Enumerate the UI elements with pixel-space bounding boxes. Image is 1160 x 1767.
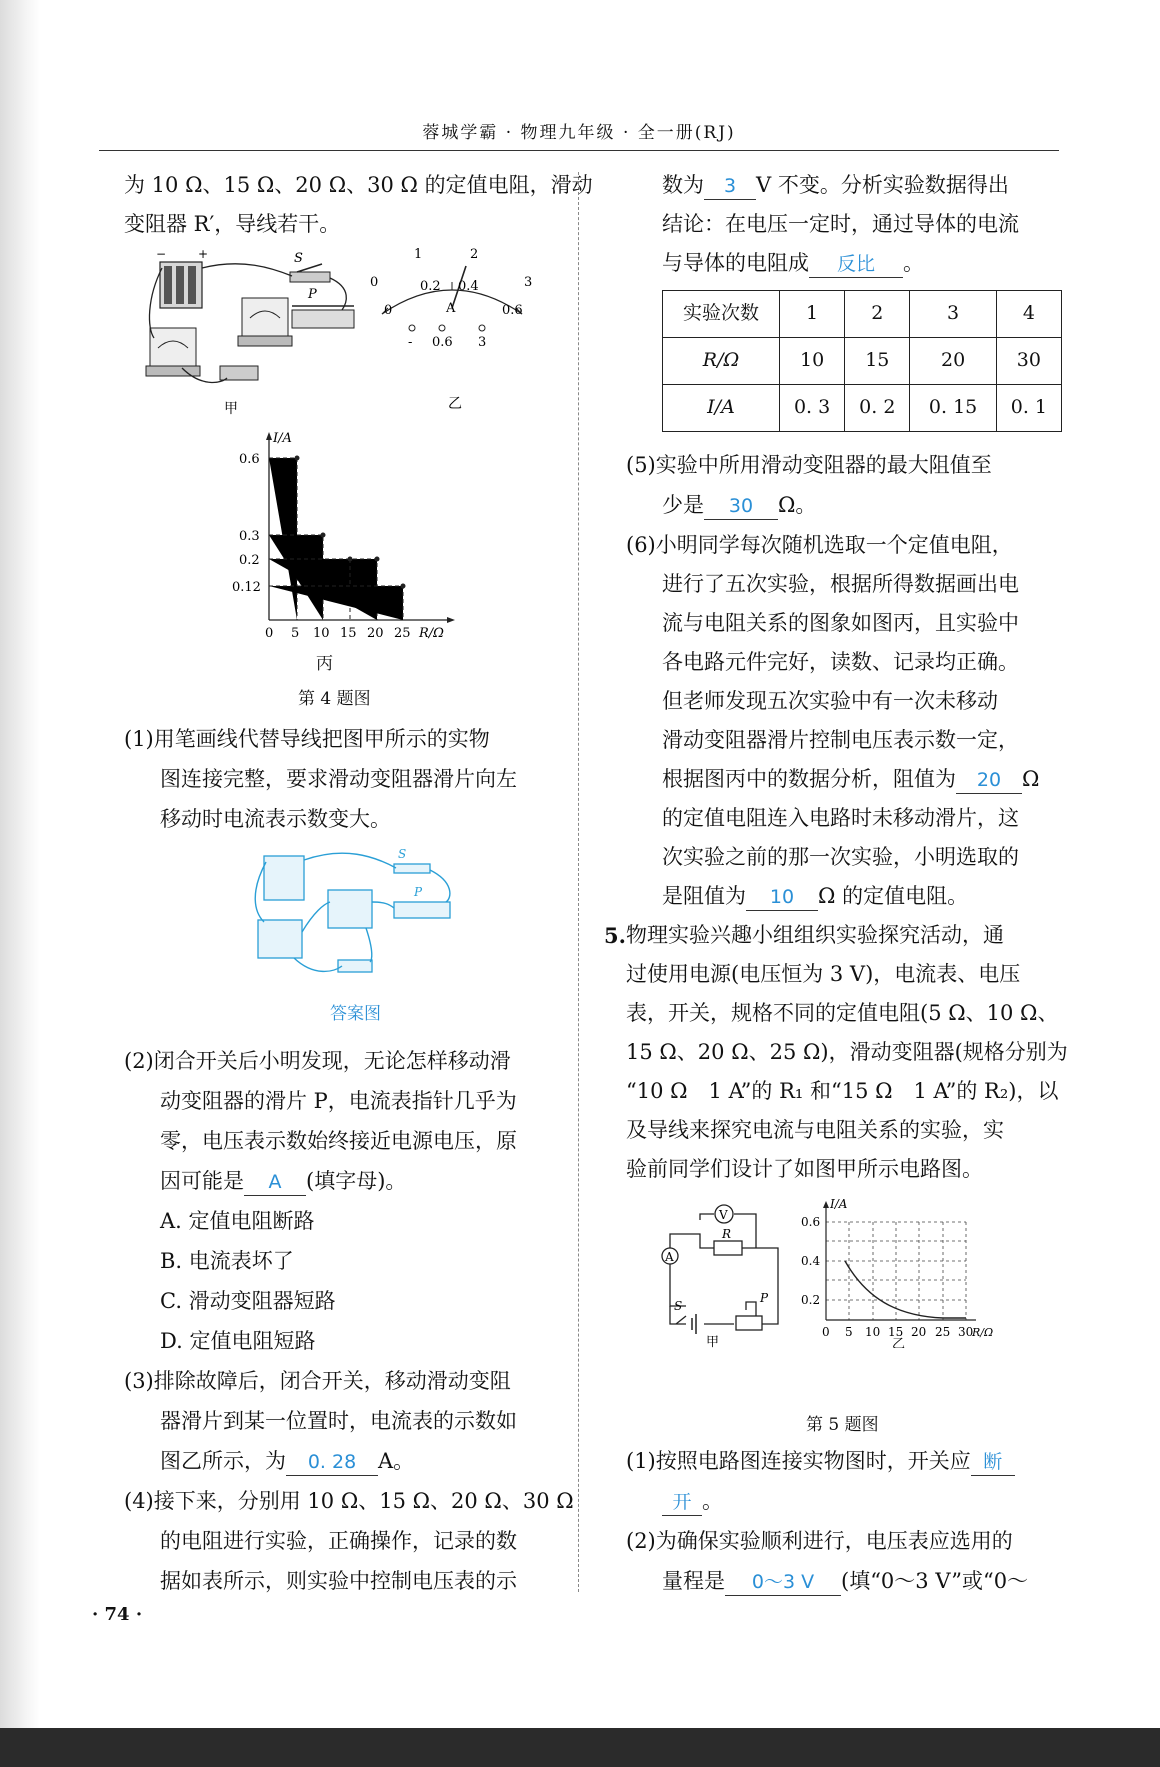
p5-line: 验前同学们设计了如图甲所示电路图。 bbox=[626, 1157, 983, 1181]
fig-jia-label: 甲 bbox=[224, 401, 238, 417]
option-c: C. 滑动变阻器短路 bbox=[160, 1289, 336, 1313]
p5-line: 表，开关，规格不同的定值电阻(5 Ω、10 Ω、 bbox=[626, 1001, 1059, 1025]
x-tick: 15 bbox=[340, 626, 357, 641]
ammeter-label: A bbox=[665, 1250, 674, 1264]
q6-line: 的定值电阻连入电路时未移动滑片，这 bbox=[662, 806, 1019, 830]
q6-line7 bbox=[662, 760, 1039, 800]
fig-bing-label: 丙 bbox=[316, 654, 333, 674]
dial-top-tick: 0 bbox=[370, 275, 379, 290]
table-cell: 2 bbox=[845, 291, 910, 338]
graph-x-label: R/Ω bbox=[419, 626, 444, 641]
table-cell: 3 bbox=[910, 291, 996, 338]
q6-line: 滑动变阻器滑片控制电压表示数一定， bbox=[662, 728, 1019, 752]
q6-line: 进行了五次实验，根据所得数据画出电 bbox=[662, 572, 1019, 596]
q5-tail-pre: 少是 bbox=[662, 493, 704, 517]
x-tick: 10 bbox=[313, 626, 330, 641]
answer-rheostat-icon bbox=[394, 902, 450, 918]
dial-bottom-tick: 0.6 bbox=[502, 303, 523, 318]
table-cell: 0. 15 bbox=[910, 385, 996, 432]
q6-line7-pre: 根据图丙中的数据分析，阻值为 bbox=[662, 767, 956, 791]
q1-line: 图连接完整，要求滑动变阻器滑片向左 bbox=[160, 767, 517, 791]
graph5-x-tick: 0 bbox=[822, 1325, 830, 1339]
voltmeter-label: V bbox=[719, 1208, 728, 1222]
dial-unit: A bbox=[446, 301, 456, 316]
intro-line: 为 10 Ω、15 Ω、20 Ω、30 Ω 的定值电阻，滑动 bbox=[124, 173, 593, 197]
option-b: B. 电流表坏了 bbox=[160, 1249, 294, 1273]
relation-answer-blank: 反比 bbox=[809, 251, 903, 278]
table-cell: 0. 3 bbox=[780, 385, 845, 432]
q6-line: 但老师发现五次实验中有一次未移动 bbox=[662, 689, 998, 713]
table-cell: 15 bbox=[845, 338, 910, 385]
x-tick: 5 bbox=[291, 626, 300, 641]
q2-tail-post: (填字母)。 bbox=[306, 1169, 407, 1193]
r-line1-post: V 不变。分析实验数据得出 bbox=[756, 173, 1009, 197]
y-tick: 0.12 bbox=[232, 580, 261, 595]
graph5-x-tick: 20 bbox=[911, 1325, 927, 1339]
previous-resistance-answer-blank: 10 bbox=[746, 884, 818, 911]
table-cell: 10 bbox=[780, 338, 845, 385]
dial-terminal: 0.6 bbox=[432, 335, 453, 350]
q2-tail bbox=[160, 1162, 406, 1202]
graph5-x-tick: 25 bbox=[935, 1325, 951, 1339]
q51-post: 。 bbox=[702, 1489, 723, 1513]
q51-pre: (1)按照电路图连接实物图时，开关应 bbox=[626, 1449, 971, 1473]
rheostat-answer-blank: 30 bbox=[704, 493, 778, 520]
table-row bbox=[663, 291, 1062, 338]
graph5-y-tick: 0.6 bbox=[801, 1215, 821, 1229]
q4-line: (4)接下来，分别用 10 Ω、15 Ω、20 Ω、30 Ω bbox=[124, 1489, 574, 1513]
table-cell: 实验次数 bbox=[663, 291, 780, 338]
voltage-answer-blank: 3 bbox=[704, 173, 756, 200]
q5-tail bbox=[662, 486, 816, 526]
q3-tail-post: A。 bbox=[378, 1449, 415, 1473]
bottom-bar bbox=[0, 1728, 1160, 1767]
q52-line: (2)为确保实验顺利进行，电压表应选用的 bbox=[626, 1529, 1013, 1553]
q4-line: 据如表所示，则实验中控制电压表的示 bbox=[160, 1569, 517, 1593]
graph5-x-tick: 15 bbox=[888, 1325, 904, 1339]
answer-battery-icon bbox=[264, 856, 304, 900]
resistance-answer-blank: 20 bbox=[956, 767, 1022, 794]
svg-text:S: S bbox=[398, 847, 407, 861]
dial-bottom-tick: 0 bbox=[384, 303, 393, 318]
circuit-diagram-5 bbox=[656, 1198, 786, 1348]
fig5-jia-label: 甲 bbox=[706, 1335, 720, 1348]
p5-line: 15 Ω、20 Ω、25 Ω)，滑动变阻器(规格分别为 bbox=[626, 1040, 1068, 1064]
graph5-y-tick: 0.4 bbox=[801, 1254, 821, 1268]
resistor-label: R bbox=[722, 1227, 732, 1241]
answer-voltmeter-icon bbox=[328, 890, 372, 928]
q6-line: (6)小明同学每次随机选取一个定值电阻， bbox=[626, 533, 1013, 557]
q1-line: 移动时电流表示数变大。 bbox=[160, 807, 391, 831]
q4-line: 的电阻进行实验，正确操作，记录的数 bbox=[160, 1529, 517, 1553]
switch-answer-blank-a: 断 bbox=[971, 1449, 1015, 1476]
option-a: A. 定值电阻断路 bbox=[160, 1209, 315, 1233]
table-cell: R/Ω bbox=[663, 338, 780, 385]
q6-line: 次实验之前的那一次实验，小明选取的 bbox=[662, 845, 1019, 869]
r-line3 bbox=[662, 244, 924, 284]
graph-y-label: I/A bbox=[273, 431, 292, 446]
dial-bottom-tick: 0.4 bbox=[458, 279, 479, 294]
graph-bing bbox=[229, 430, 469, 645]
dial-top-tick: 3 bbox=[524, 275, 533, 290]
option-d: D. 定值电阻短路 bbox=[160, 1329, 316, 1353]
q6-line10-pre: 是阻值为 bbox=[662, 884, 746, 908]
dial-top-tick: 2 bbox=[470, 248, 479, 262]
voltmeter-icon bbox=[238, 298, 292, 346]
q3-tail bbox=[160, 1442, 414, 1482]
graph5-y-tick: 0.2 bbox=[801, 1293, 821, 1307]
q52-line2 bbox=[662, 1562, 1028, 1602]
q2-line: 零，电压表示数始终接近电源电压，原 bbox=[160, 1129, 517, 1153]
ammeter-icon bbox=[146, 328, 200, 376]
data-table bbox=[662, 290, 1062, 432]
graph5-x-tick: 30 bbox=[958, 1325, 974, 1339]
svg-text:P: P bbox=[414, 885, 423, 899]
p5-line: 及导线来探究电流与电阻关系的实验，实 bbox=[626, 1118, 1004, 1142]
answer-ammeter-icon bbox=[258, 920, 302, 958]
page-number: · 74 · bbox=[92, 1604, 143, 1625]
q2-line: 动变阻器的滑片 P，电流表指针几乎为 bbox=[160, 1089, 517, 1113]
svg-text:+: + bbox=[198, 248, 209, 261]
x-tick: 0 bbox=[265, 626, 274, 641]
q6-line: 各电路元件完好，读数、记录均正确。 bbox=[662, 650, 1019, 674]
p5-line: 物理实验兴趣小组组织实验探究活动，通 bbox=[626, 923, 1004, 947]
p5-line: 过使用电源(电压恒为 3 V)，电流表、电压 bbox=[626, 962, 1021, 986]
q52-post: (填“0～3 V”或“0～ bbox=[841, 1569, 1029, 1593]
q3-line: (3)排除故障后，闭合开关，移动滑动变阻 bbox=[124, 1369, 511, 1393]
table-cell: I/A bbox=[663, 385, 780, 432]
slider-label: P bbox=[760, 1291, 769, 1305]
table-cell: 4 bbox=[996, 291, 1061, 338]
y-tick: 0.6 bbox=[239, 452, 260, 467]
q6-line: 流与电阻关系的图象如图丙，且实验中 bbox=[662, 611, 1019, 635]
table-cell: 20 bbox=[910, 338, 996, 385]
switch-icon bbox=[290, 251, 330, 282]
battery-icon bbox=[156, 248, 208, 308]
dial-terminal: - bbox=[408, 335, 413, 350]
fig5-yi-label: 乙 bbox=[892, 1337, 906, 1348]
intro-line: 变阻器 R′，导线若干。 bbox=[124, 212, 341, 236]
dial-top-tick: 1 bbox=[414, 248, 423, 262]
svg-text:S: S bbox=[294, 251, 303, 266]
x-tick: 25 bbox=[394, 626, 411, 641]
table-cell: 30 bbox=[996, 338, 1061, 385]
q2-answer-blank: A bbox=[244, 1169, 306, 1196]
range-answer-blank: 0～3 V bbox=[725, 1569, 841, 1596]
q5-line: (5)实验中所用滑动变阻器的最大阻值至 bbox=[626, 453, 992, 477]
table-cell: 0. 1 bbox=[996, 385, 1061, 432]
svg-text:P: P bbox=[308, 287, 317, 302]
r-line3-post: 。 bbox=[903, 251, 924, 275]
table-row bbox=[663, 385, 1062, 432]
q5-tail-post: Ω。 bbox=[778, 493, 817, 517]
q51-line bbox=[626, 1442, 1015, 1482]
rheostat-icon bbox=[292, 287, 354, 328]
answer-figure bbox=[254, 842, 454, 987]
q51-line2 bbox=[662, 1482, 723, 1522]
q2-line: (2)闭合开关后小明发现，无论怎样移动滑 bbox=[124, 1049, 511, 1073]
page-shadow bbox=[0, 0, 40, 1760]
graph5-y-label: I/A bbox=[830, 1198, 848, 1211]
dial-terminal: 3 bbox=[478, 335, 487, 350]
graph-5-yi bbox=[796, 1198, 996, 1348]
r-line3-pre: 与导体的电阻成 bbox=[662, 251, 809, 275]
problem-5-number: 5. bbox=[604, 923, 626, 948]
q6-line7-post: Ω bbox=[1022, 767, 1040, 791]
column-divider bbox=[578, 172, 579, 1592]
x-tick: 20 bbox=[367, 626, 384, 641]
fig-yi-label: 乙 bbox=[448, 396, 462, 412]
table-row bbox=[663, 338, 1062, 385]
q52-pre: 量程是 bbox=[662, 1569, 725, 1593]
switch-answer-blank-b: 开 bbox=[662, 1489, 702, 1516]
running-header: 蓉城学霸 · 物理九年级 · 全一册(RJ) bbox=[99, 118, 1059, 151]
graph5-x-label: R/Ω bbox=[972, 1326, 994, 1339]
graph5-x-tick: 10 bbox=[865, 1325, 881, 1339]
q3-answer-blank: 0. 28 bbox=[286, 1449, 378, 1476]
q3-tail-pre: 图乙所示，为 bbox=[160, 1449, 286, 1473]
q2-tail-pre: 因可能是 bbox=[160, 1169, 244, 1193]
table-cell: 1 bbox=[780, 291, 845, 338]
fig4-caption: 第 4 题图 bbox=[298, 689, 371, 709]
r-line1 bbox=[662, 166, 1009, 206]
figure-4-jia-yi bbox=[142, 248, 562, 418]
q6-line10-post: Ω 的定值电阻。 bbox=[818, 884, 969, 908]
r-line2: 结论：在电压一定时，通过导体的电流 bbox=[662, 212, 1019, 236]
table-cell: 0. 2 bbox=[845, 385, 910, 432]
svg-text:−: − bbox=[156, 248, 167, 261]
p5-line: “10 Ω 1 A”的 R₁ 和“15 Ω 1 A”的 R₂)，以 bbox=[626, 1079, 1059, 1103]
dial-bottom-tick: 0.2 bbox=[420, 279, 441, 294]
y-tick: 0.2 bbox=[239, 553, 260, 568]
switch-label: S bbox=[674, 1299, 683, 1313]
answer-fig-caption: 答案图 bbox=[330, 1004, 381, 1024]
fig5-caption: 第 5 题图 bbox=[806, 1415, 879, 1435]
q6-line10 bbox=[662, 877, 968, 917]
ammeter-dial bbox=[370, 248, 532, 412]
r-line1-pre: 数为 bbox=[662, 173, 704, 197]
q1-line: (1)用笔画线代替导线把图甲所示的实物 bbox=[124, 727, 490, 751]
q3-line: 器滑片到某一位置时，电流表的示数如 bbox=[160, 1409, 517, 1433]
resistor-icon bbox=[220, 366, 258, 380]
graph5-x-tick: 5 bbox=[845, 1325, 853, 1339]
y-tick: 0.3 bbox=[239, 529, 260, 544]
